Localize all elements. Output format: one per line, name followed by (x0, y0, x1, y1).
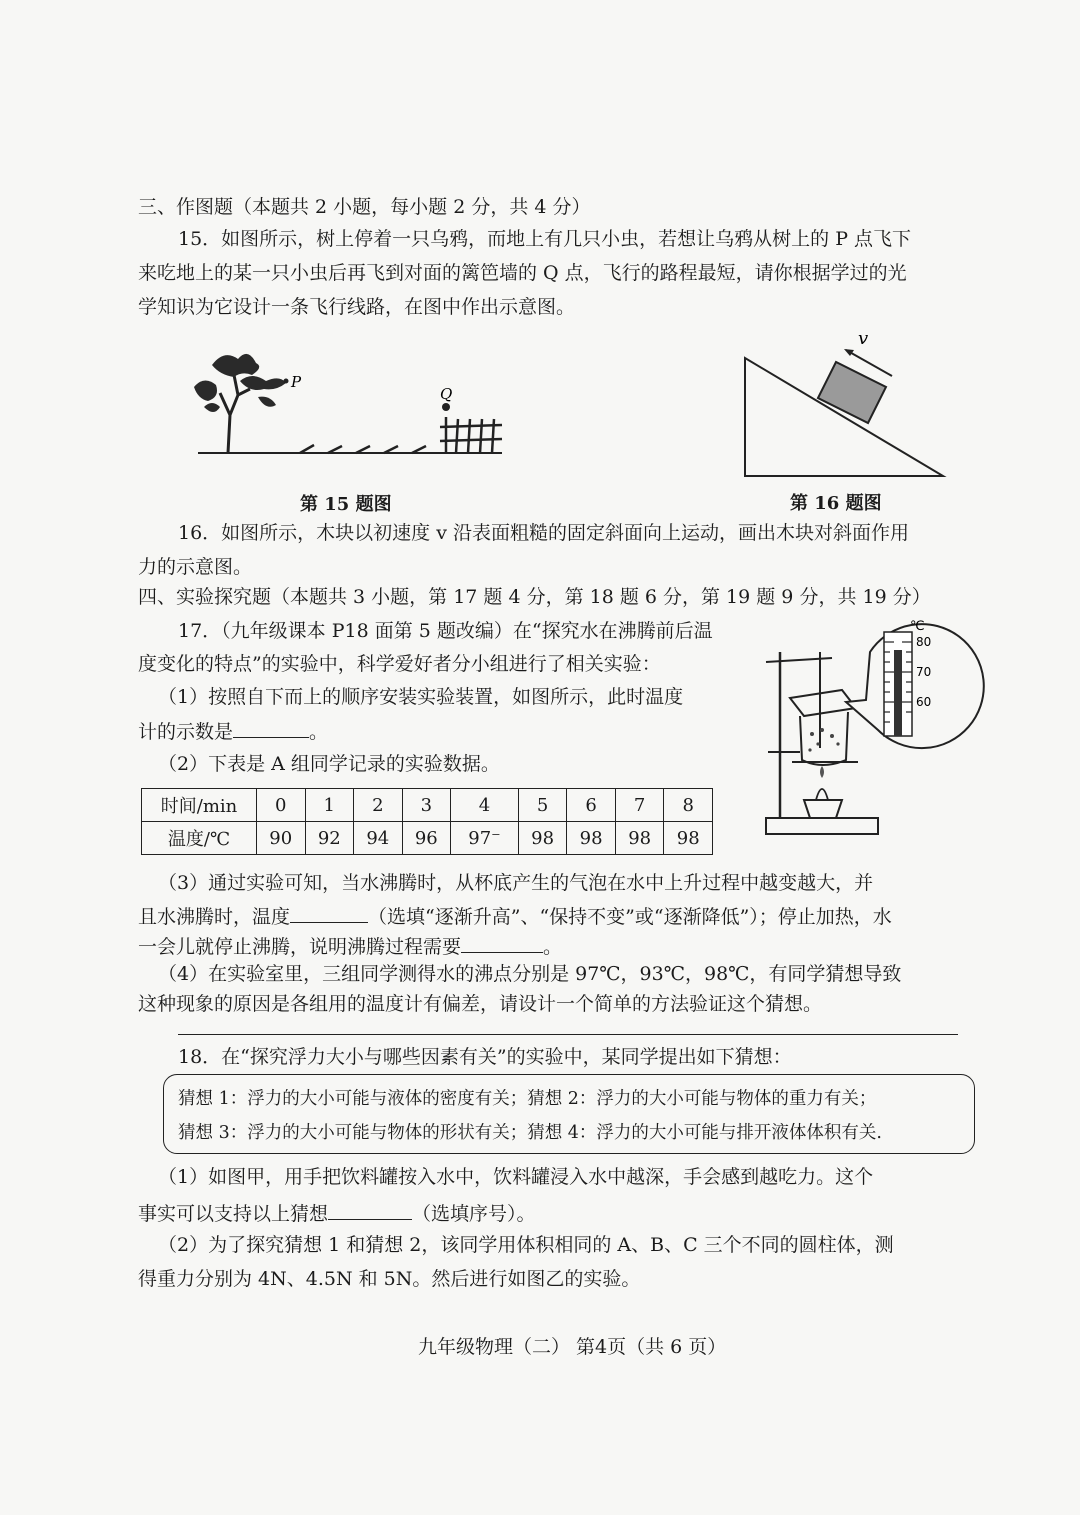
table-cell-time: 3 (402, 789, 451, 822)
table-head-time: 时间/min (142, 789, 257, 822)
q16-text-line1: 16．如图所示，木块以初速度 v 沿表面粗糙的固定斜面向上运动，画出木块对斜面作用 (178, 522, 909, 544)
section4-heading: 四、实验探究题（本题共 3 小题，第 17 题 4 分，第 18 题 6 分，第 19 题 9 分，共 19 分） (138, 586, 931, 608)
table-cell-temperature: 94 (354, 822, 403, 855)
q17-answer-line[interactable] (178, 1034, 958, 1035)
q18-p1-line2 (138, 1200, 536, 1227)
q17-p1-line2 (138, 718, 328, 745)
thermo-unit-label: ℃ (910, 619, 925, 634)
q18-guess-line1: 猜想 1：浮力的大小可能与液体的密度有关；猜想 2：浮力的大小可能与物体的重力有关； (178, 1089, 877, 1109)
q15-label-q: Q (440, 385, 453, 403)
q18-p2-line2: 得重力分别为 4N、4.5N 和 5N。然后进行如图乙的实验。 (138, 1268, 641, 1290)
table-cell-temperature: 92 (305, 822, 354, 855)
table-cell-temperature: 90 (257, 822, 306, 855)
q18-guess-line2: 猜想 3：浮力的大小可能与物体的形状有关；猜想 4：浮力的大小可能与排开液体体积有关. (178, 1123, 882, 1143)
table-row-time (142, 789, 713, 822)
q18-p2-line1: （2）为了探究猜想 1 和猜想 2，该同学用体积相同的 A、B、C 三个不同的圆柱体，测 (158, 1234, 894, 1256)
q17-p1-text: 计的示数是 (138, 721, 234, 743)
q17-p3-line3 (138, 933, 562, 960)
table-cell-time: 1 (305, 789, 354, 822)
q17-p3-text-a: 且水沸腾时，温度 (138, 906, 291, 928)
q18-text-line1: 18．在“探究浮力大小与哪些因素有关”的实验中，某同学提出如下猜想： (178, 1046, 792, 1068)
q17-p3-text-c: 一会儿就停止沸腾，说明沸腾过程需要 (138, 936, 462, 958)
q16-label-v: v (858, 328, 869, 349)
table-cell-time: 8 (664, 789, 713, 822)
q17-p3-line2 (138, 903, 892, 930)
q17-p1-line1: （1）按照自下而上的顺序安装实验装置，如图所示，此时温度 (158, 686, 684, 708)
table-cell-temperature: 97⁻ (451, 822, 519, 855)
thermo-label-70: 70 (916, 665, 932, 679)
q17-data-table (141, 788, 713, 855)
table-cell-temperature: 98 (615, 822, 664, 855)
table-cell-time: 5 (518, 789, 567, 822)
q16-figure (740, 328, 950, 480)
q15-figure (190, 345, 510, 465)
thermo-label-60: 60 (916, 695, 932, 709)
table-cell-time: 7 (615, 789, 664, 822)
q18-hypotheses-box (163, 1074, 975, 1154)
table-cell-temperature: 98 (664, 822, 713, 855)
q17-p1-end: 。 (309, 721, 329, 743)
table-row-temperature (142, 822, 713, 855)
table-head-temperature: 温度/℃ (142, 822, 257, 855)
section3-heading: 三、作图题（本题共 2 小题，每小题 2 分，共 4 分） (138, 196, 591, 218)
q17-apparatus-figure (760, 612, 970, 844)
q15-label-p: P (291, 373, 302, 391)
q15-caption: 第 15 题图 (300, 494, 392, 515)
table-cell-time: 6 (567, 789, 616, 822)
q17-text-line1: 17．（九年级课本 P18 面第 5 题改编）在“探究水在沸腾前后温 (178, 620, 713, 642)
q18-answer-blank-1[interactable] (328, 1200, 412, 1220)
q18-p1-text-b: （选填序号）。 (412, 1203, 536, 1225)
table-cell-temperature: 96 (402, 822, 451, 855)
q16-text-line2: 力的示意图。 (138, 556, 253, 578)
page-footer: 九年级物理（二） 第4页（共 6 页） (418, 1336, 727, 1358)
q15-text-line2: 来吃地上的某一只小虫后再飞到对面的篱笆墙的 Q 点，飞行的路程最短，请你根据学过的光 (138, 262, 907, 284)
q17-answer-blank-2[interactable] (290, 903, 368, 923)
q17-text-line2: 度变化的特点”的实验中，科学爱好者分小组进行了相关实验： (138, 653, 661, 675)
q16-caption: 第 16 题图 (790, 493, 882, 514)
table-cell-time: 0 (257, 789, 306, 822)
q17-p4-line2: 这种现象的原因是各组用的温度计有偏差，请设计一个简单的方法验证这个猜想。 (138, 993, 823, 1015)
q15-text-line3: 学知识为它设计一条飞行线路，在图中作出示意图。 (138, 296, 576, 318)
q18-p1-line1: （1）如图甲，用手把饮料罐按入水中，饮料罐浸入水中越深，手会感到越吃力。这个 (158, 1166, 874, 1188)
q18-p1-text-a: 事实可以支持以上猜想 (138, 1203, 329, 1225)
q17-p3-text-d: 。 (543, 936, 563, 958)
q17-p3-text-b: （选填“逐渐升高”、“保持不变”或“逐渐降低”）；停止加热，水 (368, 906, 892, 928)
q17-p2: （2）下表是 A 组同学记录的实验数据。 (158, 753, 500, 775)
table-cell-time: 2 (354, 789, 403, 822)
q17-answer-blank-1[interactable] (233, 718, 309, 738)
table-cell-time: 4 (451, 789, 519, 822)
thermo-label-80: 80 (916, 635, 932, 649)
table-cell-temperature: 98 (567, 822, 616, 855)
q17-p3-line1: （3）通过实验可知，当水沸腾时，从杯底产生的气泡在水中上升过程中越变越大，并 (158, 872, 874, 894)
q17-answer-blank-3[interactable] (461, 933, 543, 953)
q17-p4-line1: （4）在实验室里，三组同学测得水的沸点分别是 97℃，93℃，98℃，有同学猜想导致 (158, 963, 902, 985)
q15-text-line1: 15．如图所示，树上停着一只乌鸦，而地上有几只小虫，若想让乌鸦从树上的 P 点飞下 (178, 228, 912, 250)
table-cell-temperature: 98 (518, 822, 567, 855)
